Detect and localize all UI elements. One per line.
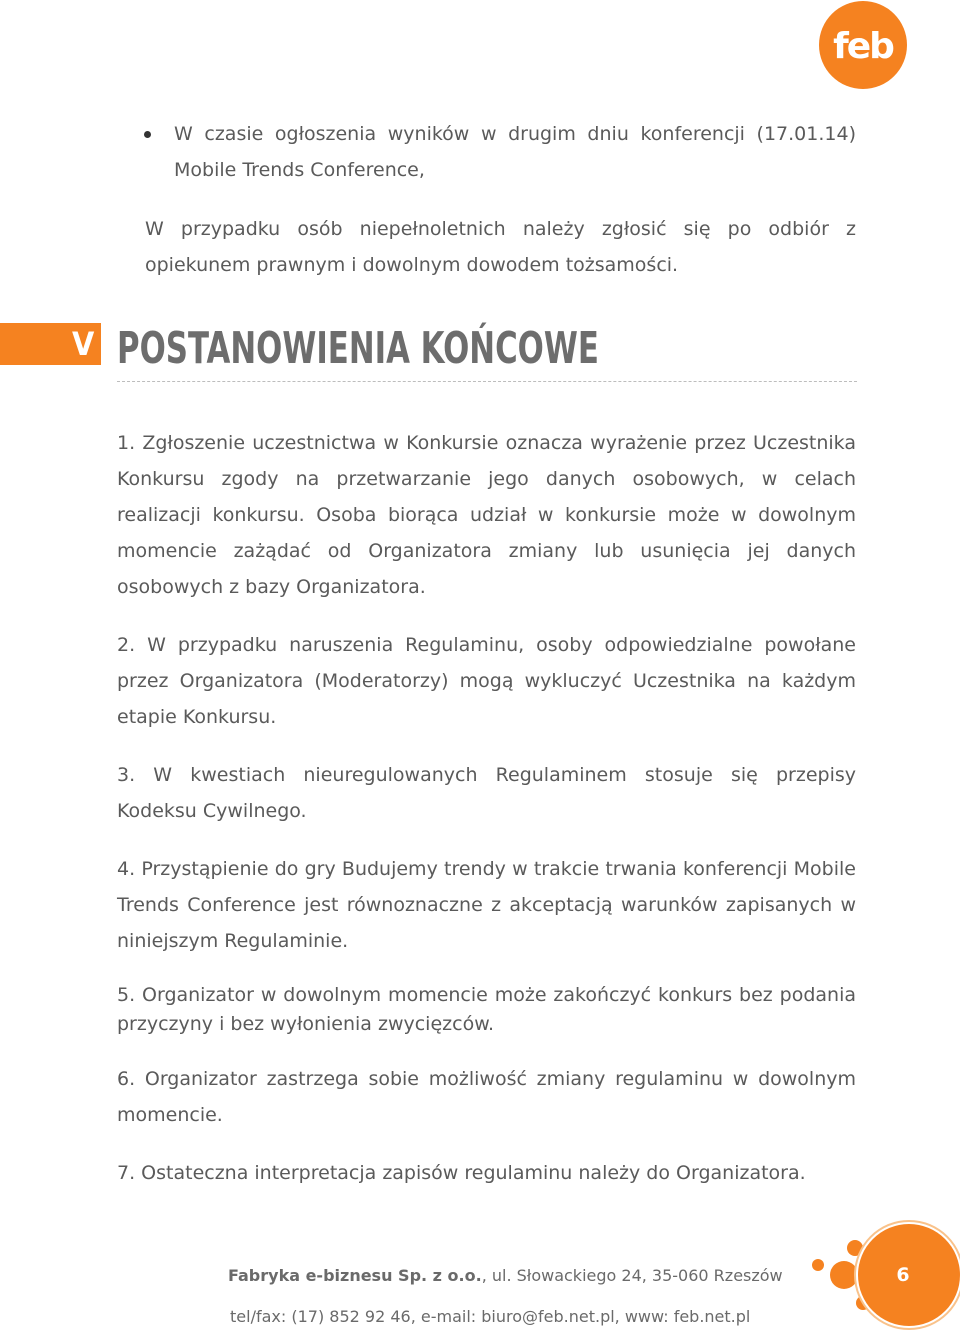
- provision-item-5: 5. Organizator w dowolnym momencie może zakończyć konkurs bez podania przyczyny i bez wyłonienia zwycięzców.: [117, 984, 856, 1035]
- provisions-list: [117, 425, 856, 1213]
- section-number: V: [72, 325, 95, 363]
- footer-company-name: Fabryka e-biznesu Sp. z o.o.: [228, 1266, 482, 1285]
- feb-logo: [819, 1, 907, 89]
- provision-item-4: 4. Przystąpienie do gry Budujemy trendy w trakcie trwania konferencji Mobile Trends Conference jest równoznaczne z akceptacją warunków zapisanych w niniejszym Regulaminie.: [117, 858, 856, 952]
- decor-dot-medium: [847, 1240, 863, 1256]
- decor-dot-large: [830, 1261, 858, 1289]
- logo-text: feb: [833, 26, 893, 67]
- bullet-icon: [144, 131, 151, 138]
- provision-item-6: 6. Organizator zastrzega sobie możliwość zmiany regulaminu w dowolnym momencie.: [117, 1068, 856, 1126]
- provision-item-3: 3. W kwestiach nieuregulowanych Regulaminem stosuje się przepisy Kodeksu Cywilnego.: [117, 764, 856, 822]
- bullet-text: W czasie ogłoszenia wyników w drugim dniu konferencji (17.01.14) Mobile Trends Conference,: [174, 123, 856, 181]
- intro-paragraph: W przypadku osób niepełnoletnich należy zgłosić się po odbiór z opiekunem prawnym i dowolnym dowodem tożsamości.: [145, 218, 856, 276]
- section-title: POSTANOWIENIA KOŃCOWE: [117, 323, 599, 374]
- footer-address: , ul. Słowackiego 24, 35-060 Rzeszów: [481, 1266, 783, 1285]
- provision-item-7: 7. Ostateczna interpretacja zapisów regulaminu należy do Organizatora.: [117, 1162, 806, 1184]
- footer-company-line: [228, 1264, 783, 1288]
- provision-item-1: 1. Zgłoszenie uczestnictwa w Konkursie oznacza wyrażenie przez Uczestnika Konkursu zgody na przetwarzanie jego danych osobowych, w celach realizacji konkursu. Osoba biorąca udział w konkursie może w dowolnym momencie zażądać od Organizatora zmiany lub usunięcia jej danych osobowych z bazy Organizatora.: [117, 432, 856, 598]
- provision-item-2: 2. W przypadku naruszenia Regulaminu, osoby odpowiedzialne powołane przez Organizatora (Moderatorzy) mogą wykluczyć Uczestnika na każdym etapie Konkursu.: [117, 634, 856, 728]
- decor-dot-small: [812, 1259, 824, 1271]
- footer-contact: tel/fax: (17) 852 92 46, e-mail: biuro@feb.net.pl, www: feb.net.pl: [230, 1307, 751, 1326]
- page-number: 6: [896, 1264, 910, 1286]
- section-divider: [117, 381, 857, 382]
